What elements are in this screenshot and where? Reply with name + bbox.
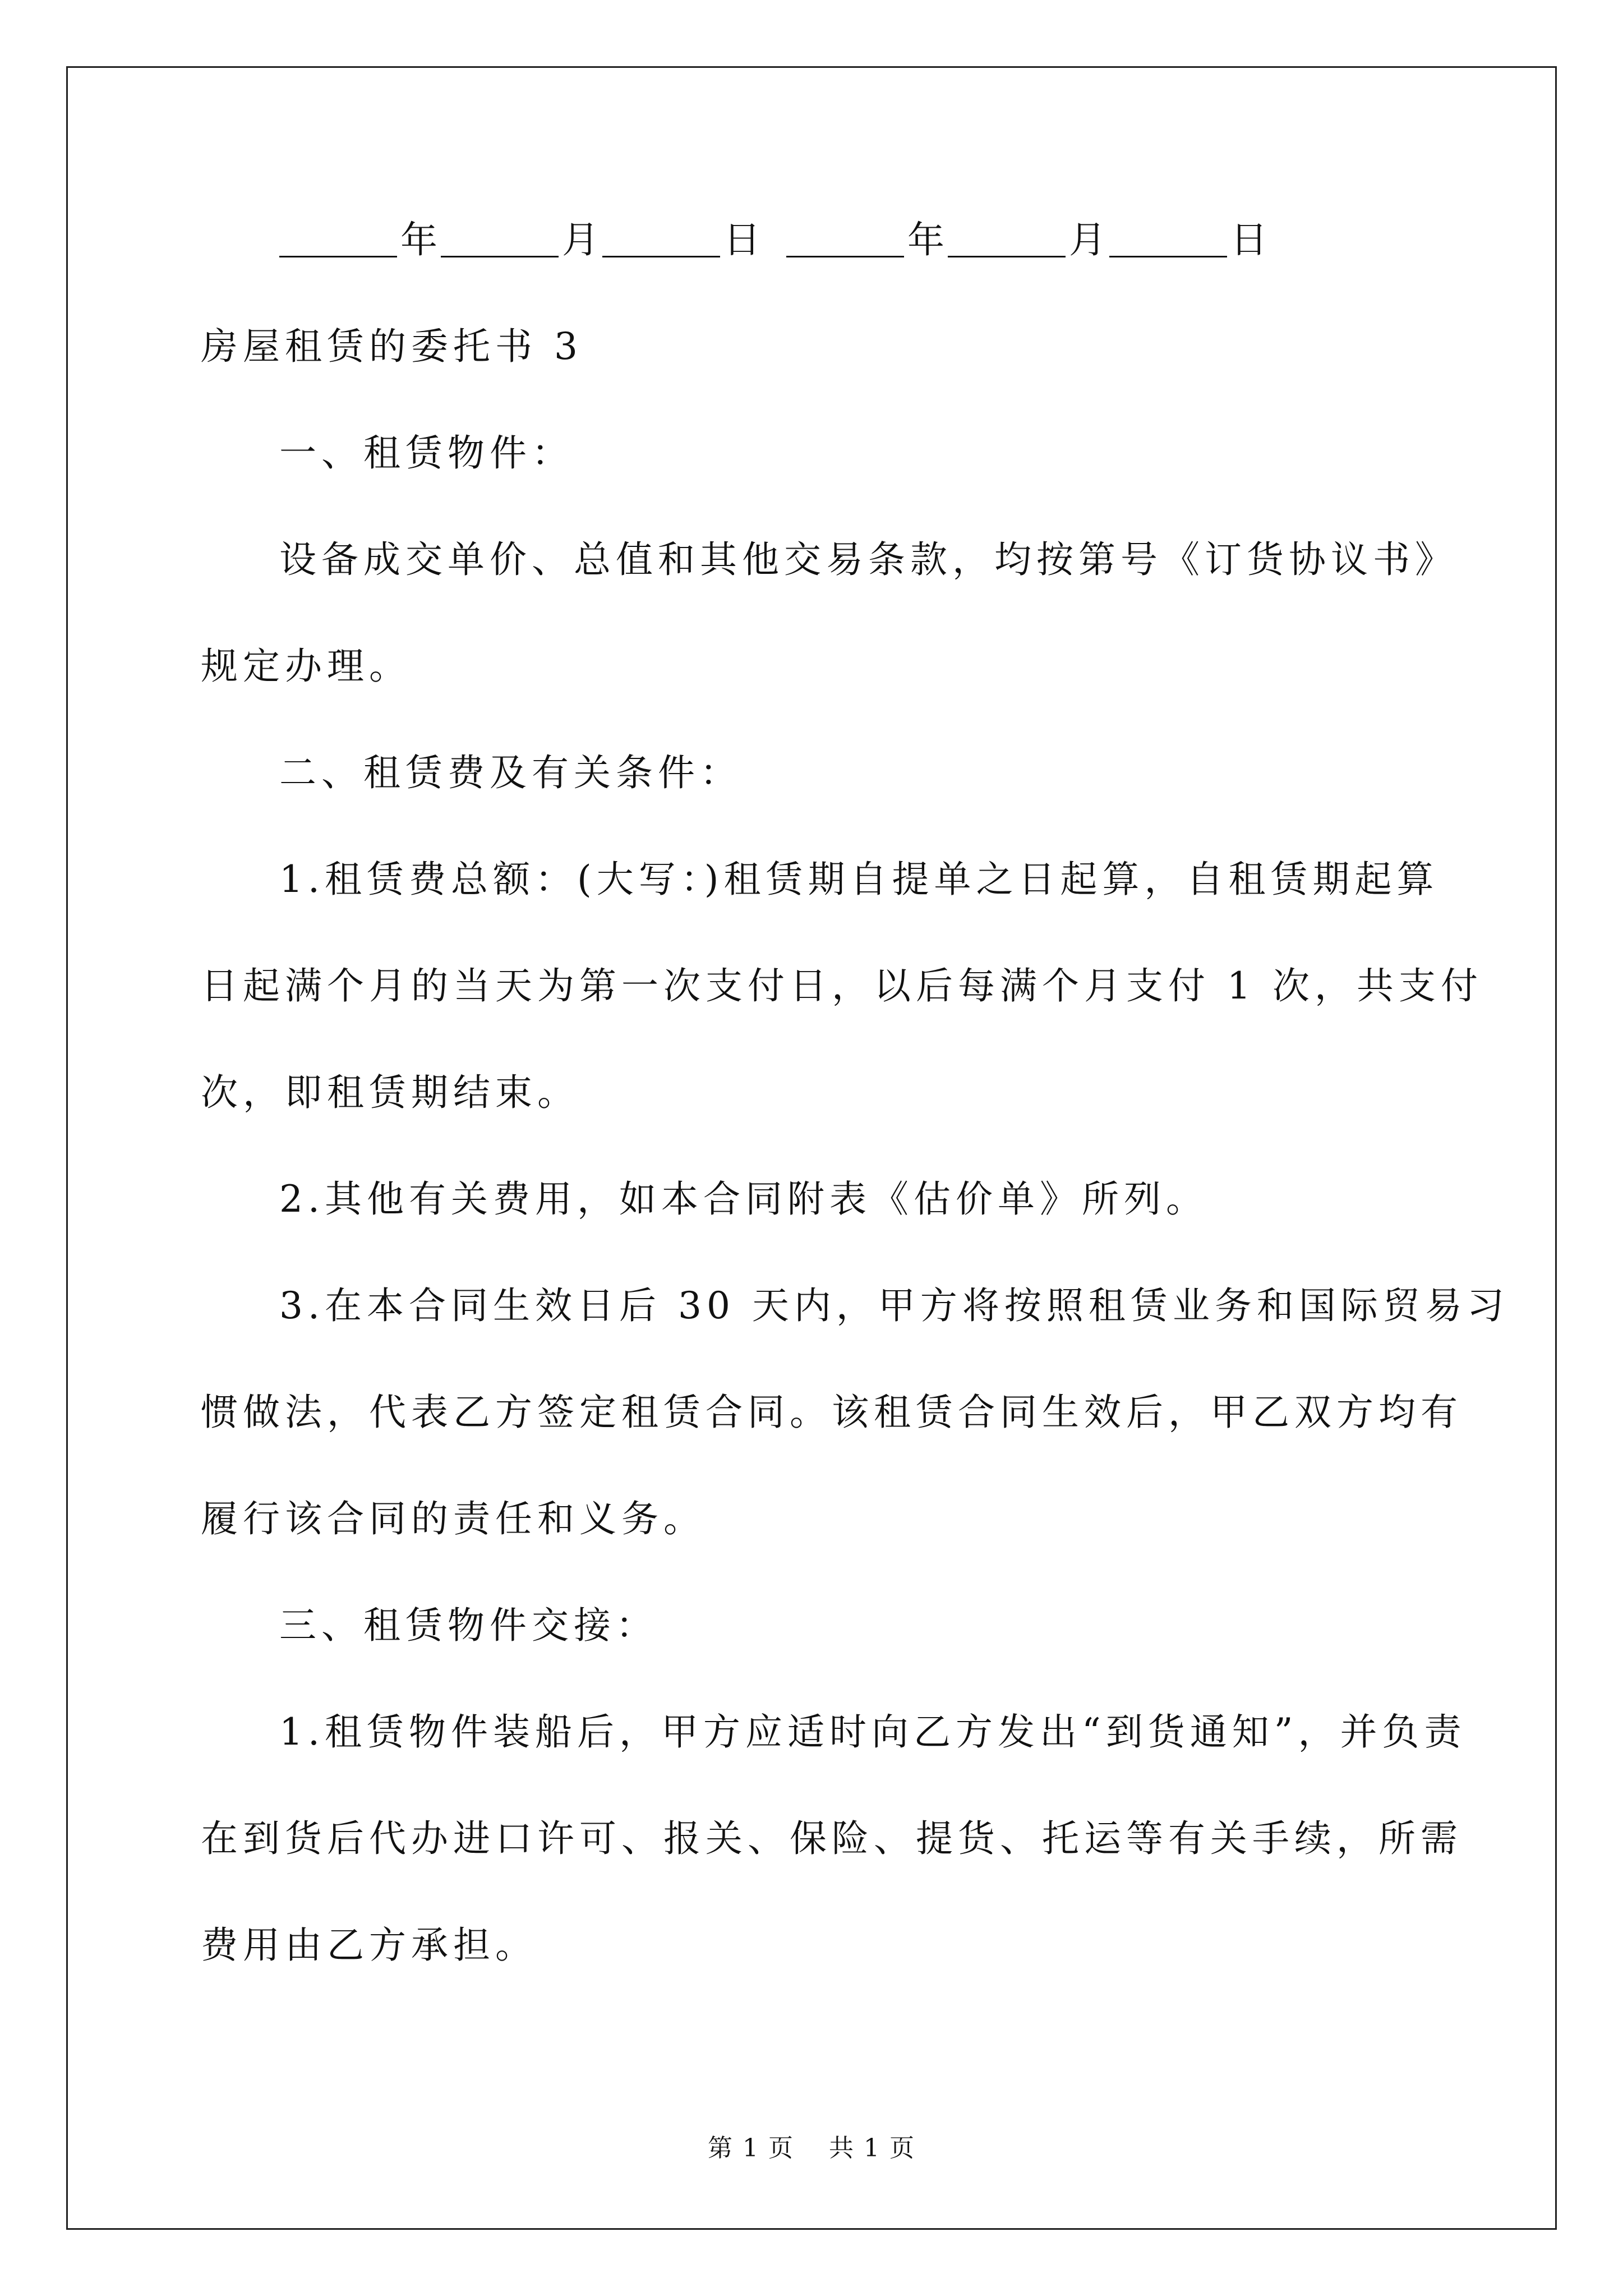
section-2-title: 二、租赁费及有关条件： (279, 751, 742, 794)
day-blank-2 (1109, 217, 1227, 257)
section-2-item-3 (201, 1279, 1509, 1545)
paragraph-line: 履行该合同的责任和义务。 (201, 1497, 706, 1540)
day-label-1: 日 (723, 218, 760, 261)
page-number: 第 1 页 (708, 2134, 794, 2162)
section-1-paragraph (201, 533, 1457, 693)
page-footer (0, 2132, 1623, 2165)
year-label-1: 年 (400, 218, 437, 261)
paragraph-line: 在到货后代办进口许可、报关、保险、提货、托运等有关手续，所需 (201, 1817, 1463, 1860)
day-blank-1 (602, 217, 720, 257)
section-1-title: 一、租赁物件： (279, 431, 574, 475)
paragraph-line: 次，即租赁期结束。 (201, 1071, 579, 1114)
month-label-1: 月 (562, 218, 599, 261)
section-2-item-2: 2.其他有关费用，如本合同附表《估价单》所列。 (279, 1177, 1208, 1221)
paragraph-line: 规定办理。 (201, 645, 411, 688)
month-label-2: 月 (1069, 218, 1106, 261)
paragraph-line: 费用由乙方承担。 (201, 1924, 537, 1967)
paragraph-line: 日起满个月的当天为第一次支付日，以后每满个月支付 1 次，共支付 (201, 964, 1483, 1007)
section-3-title: 三、租赁物件交接： (279, 1604, 658, 1647)
year-label-2: 年 (907, 218, 944, 261)
page-total: 共 1 页 (829, 2134, 915, 2162)
year-blank-1 (279, 217, 397, 257)
paragraph-line: 1.租赁物件装船后，甲方应适时向乙方发出“到货通知”，并负责 (279, 1710, 1467, 1754)
paragraph-line: 3.在本合同生效日后 30 天内，甲方将按照租赁业务和国际贸易习 (279, 1284, 1509, 1327)
month-blank-1 (441, 217, 559, 257)
month-blank-2 (948, 217, 1066, 257)
document-heading: 房屋租赁的委托书 3 (201, 325, 583, 368)
paragraph-line: 惯做法，代表乙方签定租赁合同。该租赁合同生效后，甲乙双方均有 (201, 1391, 1463, 1434)
section-3-item-1 (201, 1705, 1467, 1972)
document-body (201, 213, 1509, 2025)
day-label-2: 日 (1230, 218, 1267, 261)
paragraph-line: 设备成交单价、总值和其他交易条款，均按第号《订货协议书》 (279, 538, 1457, 581)
section-2-item-1 (201, 853, 1483, 1119)
year-blank-2 (786, 217, 904, 257)
paragraph-line: 1.租赁费总额：(大写：)租赁期自提单之日起算，自租赁期起算 (279, 858, 1439, 901)
date-line (201, 213, 1429, 266)
